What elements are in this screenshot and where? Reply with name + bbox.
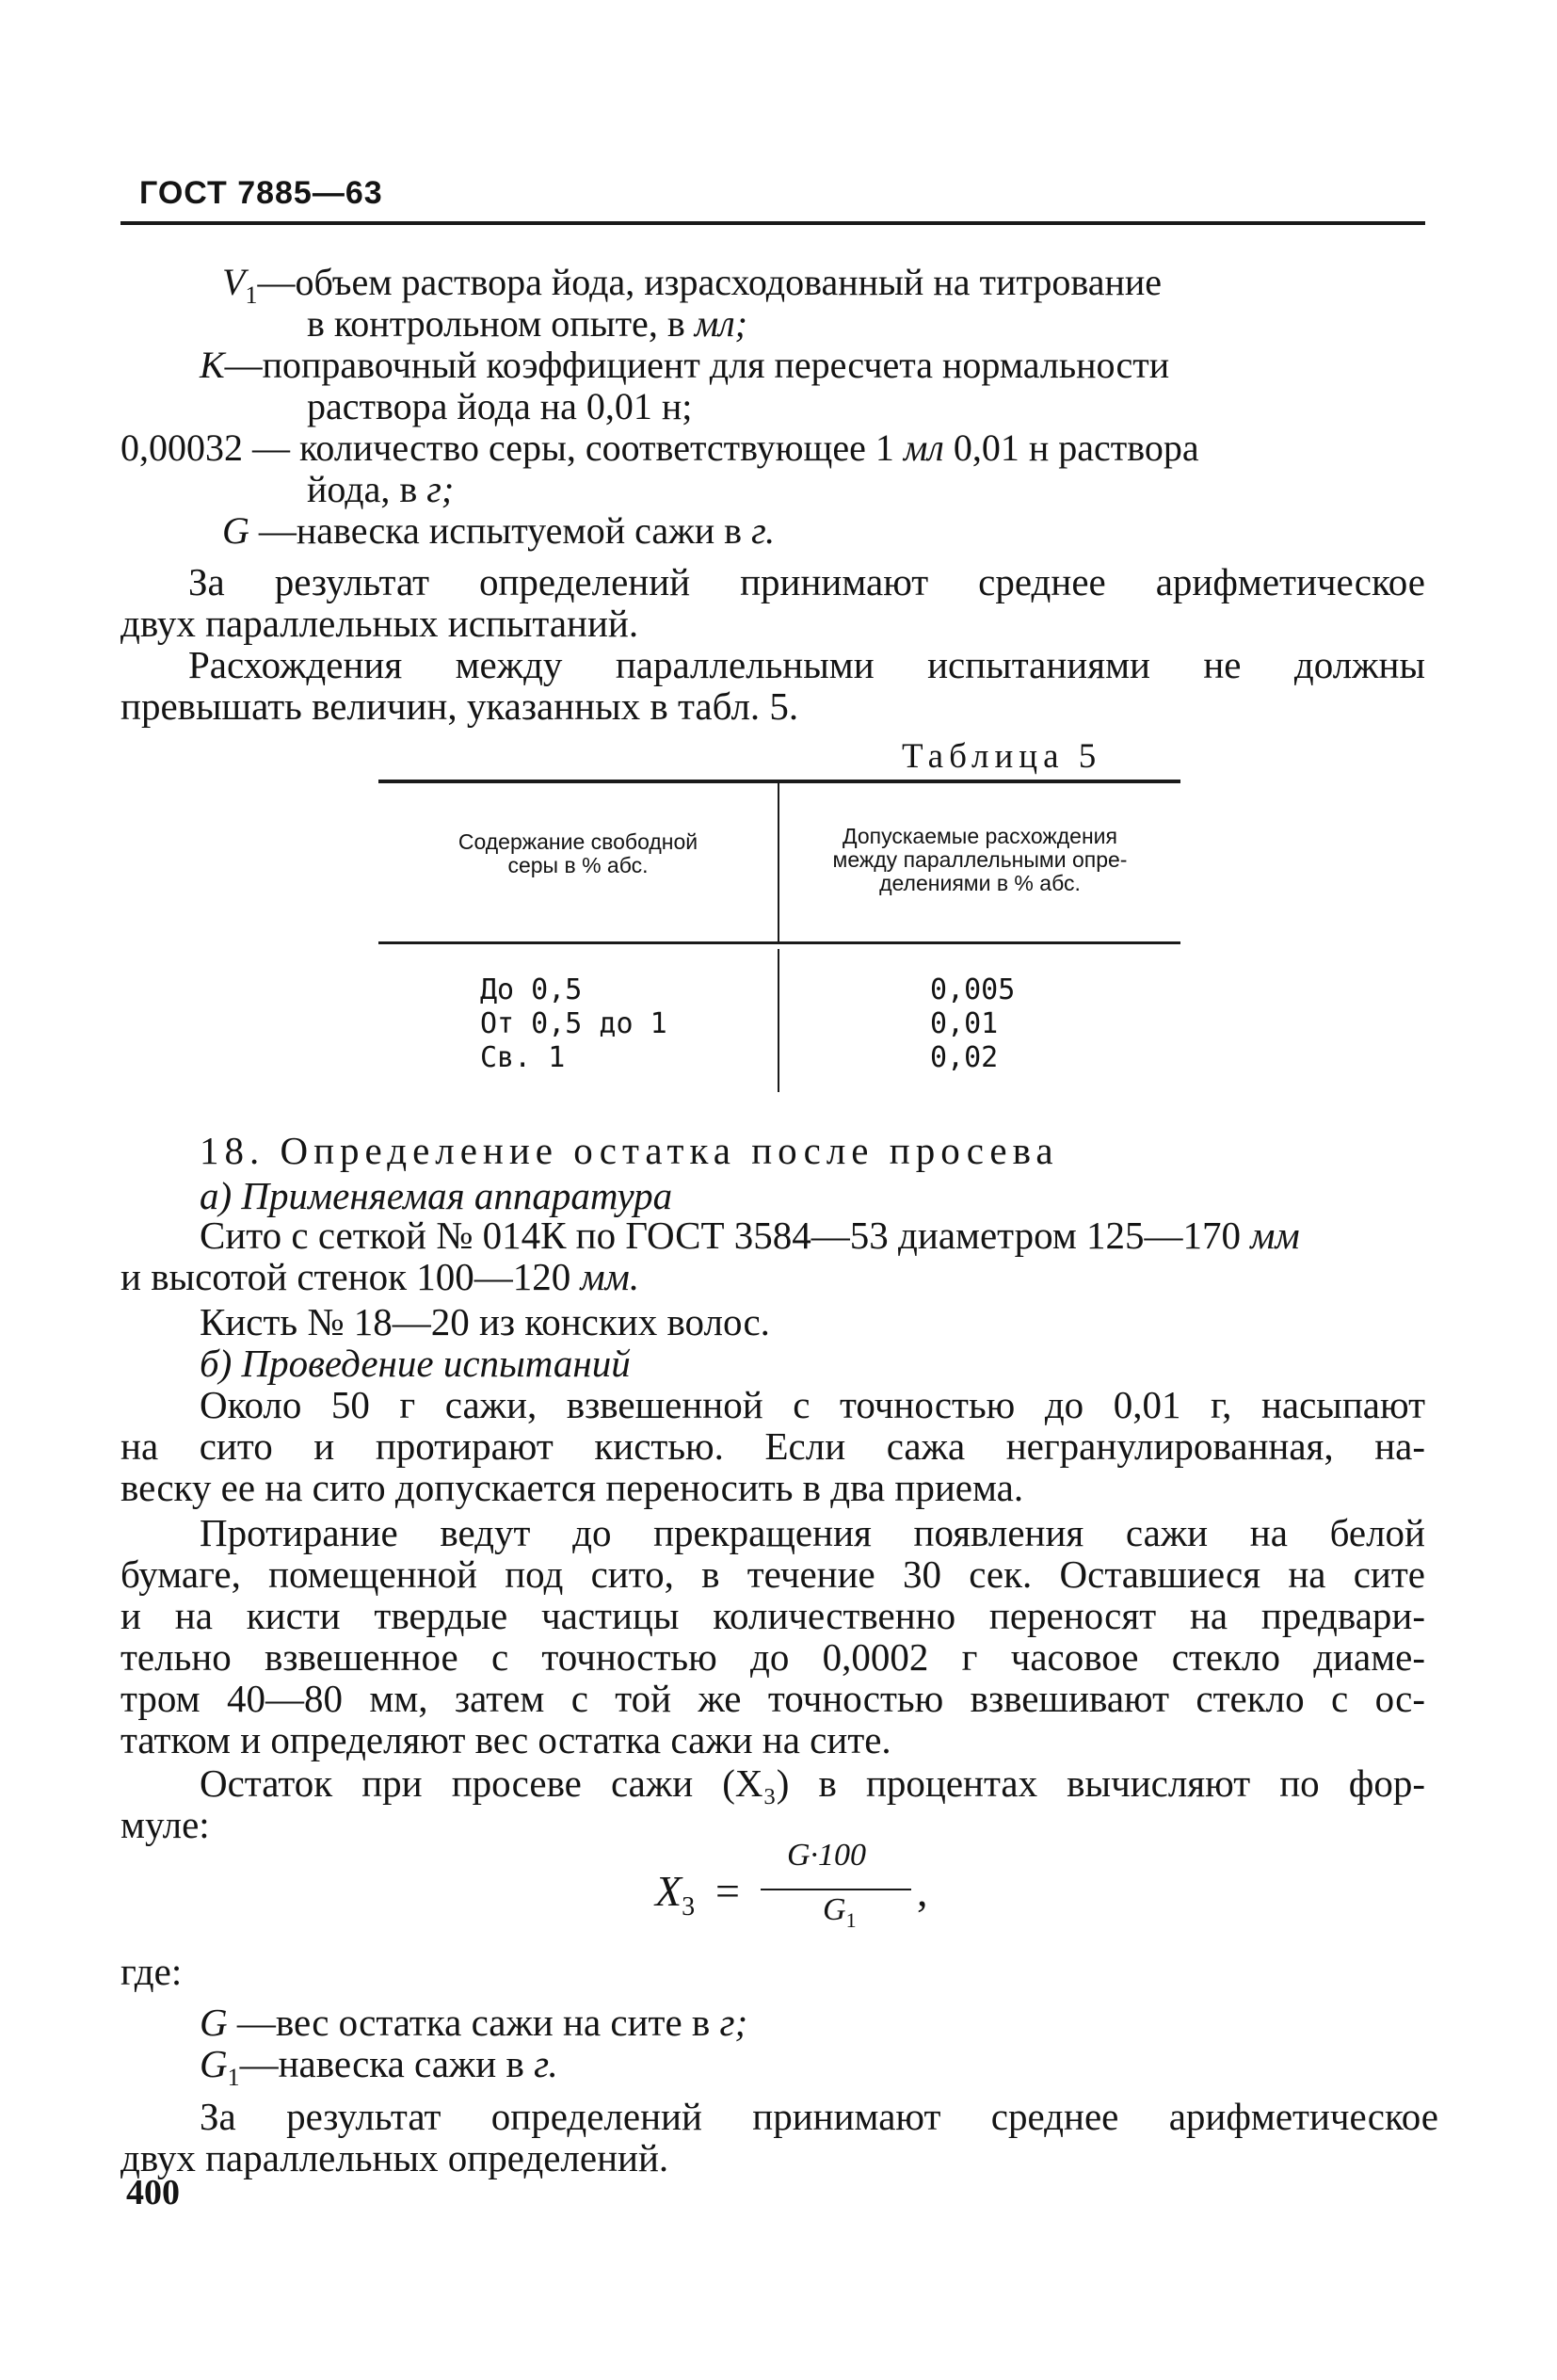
para-differences	[120, 644, 1425, 727]
header-rule	[120, 221, 1425, 225]
para-result-2	[120, 2096, 1438, 2179]
def-text: —поправочный коэффициент для пересчета нормальности	[224, 344, 1170, 386]
document-header: ГОСТ 7885—63	[139, 175, 383, 211]
para-line: муле:	[120, 1803, 210, 1846]
symbol-coef: 0,00032	[120, 426, 243, 469]
def-text: — количество серы, соответствующее 1	[243, 426, 904, 469]
header-line: Допускаемые расхождения	[843, 824, 1117, 848]
table-rule-top	[378, 780, 1180, 783]
para-line: Остаток при просеве сажи (X₃) в процентах вычисляют по фор-	[200, 1761, 1425, 1805]
para-line: Около 50 г сажи, взвешенной с точностью до 0,01 г, насыпают	[200, 1383, 1425, 1426]
para-procedure-1	[120, 1384, 1425, 1508]
para-result-1	[120, 561, 1425, 644]
table-cell-content: От 0,5 до 1	[480, 1007, 667, 1040]
header-line: делениями в % абс.	[879, 871, 1081, 895]
formula-lhs-sub: 3	[682, 1892, 696, 1922]
header-line: Содержание свободной	[457, 829, 698, 854]
symbol-g: G	[200, 2042, 228, 2085]
header-line: серы в % абс.	[507, 853, 649, 877]
subsection-b-text: б) Проведение испытаний	[200, 1342, 631, 1385]
table-header-tolerance	[779, 825, 1180, 895]
unit-mm: мм.	[580, 1255, 640, 1298]
para-line: и на кисти твердые частицы количественно переносят на предвари-	[120, 1594, 1425, 1637]
def-k	[200, 345, 1169, 386]
symbol-sub: 1	[227, 2064, 240, 2092]
def-g-residue	[200, 2000, 747, 2045]
sieve-text: Сито с сеткой № 014К по ГОСТ 3584—53 диаметром 125—170	[200, 1214, 1251, 1257]
para-line: бумаге, помещенной под сито, в течение 30 сек. Оставшиеся на сите	[120, 1552, 1425, 1596]
formula-numerator: G·100	[787, 1838, 867, 1873]
para-line: татком и определяют вес остатка сажи на сите.	[120, 1718, 891, 1761]
def-cont: в контрольном опыте, в	[307, 302, 685, 345]
subsection-b	[200, 1341, 631, 1386]
table-rule-header	[378, 941, 1180, 944]
formula-g: G	[823, 1892, 846, 1927]
table-header-content	[378, 830, 778, 877]
def-cont: раствора йода на 0,01 н;	[307, 385, 693, 427]
def-g	[222, 510, 775, 552]
def-g1-sample	[200, 2041, 558, 2092]
unit-g: г.	[751, 509, 776, 552]
para-line: веску ее на сито допускается переносить в два приема.	[120, 1466, 1024, 1509]
def-cont: йода, в	[307, 468, 418, 510]
table-cell-tolerance: 0,005	[930, 973, 1016, 1006]
def-text: —вес остатка сажи на сите в	[227, 2001, 711, 2044]
unit-g: г;	[719, 2001, 748, 2044]
para-line	[120, 1256, 1438, 1297]
unit-ml: мл;	[694, 302, 747, 345]
symbol-k: К	[200, 344, 225, 386]
para-line: превышать величин, указанных в табл. 5.	[120, 684, 799, 728]
formula-fraction-bar	[761, 1889, 911, 1890]
table-cell-tolerance: 0,02	[930, 1041, 999, 1074]
table-cell-content: Св. 1	[480, 1041, 566, 1074]
formula-denominator	[823, 1892, 857, 1933]
def-k-cont	[307, 386, 692, 427]
table-cell-tolerance: 0,01	[930, 1007, 999, 1040]
unit-mm: мм	[1250, 1214, 1300, 1257]
para-formula-intro	[120, 1762, 1425, 1845]
para-line: тельно взвешенное с точностью до 0,0002 г часовое стекло диаме-	[120, 1635, 1425, 1679]
def-text: —навеска испытуемой сажи в	[249, 509, 743, 552]
symbol-g: G	[222, 509, 249, 552]
para-sieve	[120, 1214, 1438, 1297]
where-label: где:	[120, 1950, 183, 1993]
para-line	[120, 1214, 1438, 1256]
unit-g: г.	[534, 2042, 558, 2085]
sieve-text: и высотой стенок 100—120	[120, 1255, 581, 1298]
def-text: 0,01 н раствора	[943, 426, 1199, 469]
formula-comma: ,	[917, 1867, 928, 1915]
subsection-a	[200, 1173, 672, 1218]
def-sulfur-cont	[307, 469, 454, 510]
unit-ml: мл	[903, 426, 944, 469]
para-line: двух параллельных определений.	[120, 2136, 669, 2179]
section-18-title: 18. Определение остатка после просева	[200, 1129, 1059, 1172]
symbol-v: V	[222, 261, 246, 303]
para-line: на сито и протирают кистью. Если сажа негранулированная, на-	[120, 1424, 1425, 1468]
formula-x3	[655, 1838, 938, 1941]
table-col-divider-body	[778, 949, 779, 1092]
def-text: —объем раствора йода, израсходованный на титрование	[257, 261, 1163, 303]
para-line: тром 40—80 мм, затем с той же точностью взвешивают стекло с ос-	[120, 1677, 1425, 1720]
symbol-sub: 1	[245, 281, 258, 309]
para-line: двух параллельных испытаний.	[120, 602, 639, 645]
table-cell-content: До 0,5	[480, 973, 583, 1006]
table-caption: Таблица 5	[902, 737, 1102, 776]
formula-eq: =	[715, 1867, 740, 1915]
subsection-a-text: а) Применяемая аппаратура	[200, 1174, 673, 1217]
para-line: За результат определений принимают среднее арифметическое	[200, 2095, 1438, 2138]
para-line: Протирание ведут до прекращения появления сажи на белой	[200, 1511, 1425, 1554]
symbol-g: G	[200, 2001, 228, 2044]
def-v1-cont	[307, 303, 747, 345]
def-sulfur	[120, 427, 1199, 469]
para-line: Расхождения между параллельными испытаниями не должны	[188, 643, 1425, 686]
brush-line: Кисть № 18—20 из конских волос.	[200, 1300, 770, 1343]
formula-lhs	[655, 1866, 695, 1922]
page-number: 400	[126, 2173, 180, 2212]
formula-den-sub: 1	[845, 1907, 857, 1932]
formula-x: X	[655, 1867, 682, 1915]
def-text: —навеска сажи в	[239, 2042, 524, 2085]
unit-g: г;	[426, 468, 455, 510]
header-line: между параллельными опре-	[832, 847, 1128, 872]
para-procedure-2	[120, 1512, 1425, 1761]
para-line: За результат определений принимают среднее арифметическое	[188, 560, 1425, 603]
